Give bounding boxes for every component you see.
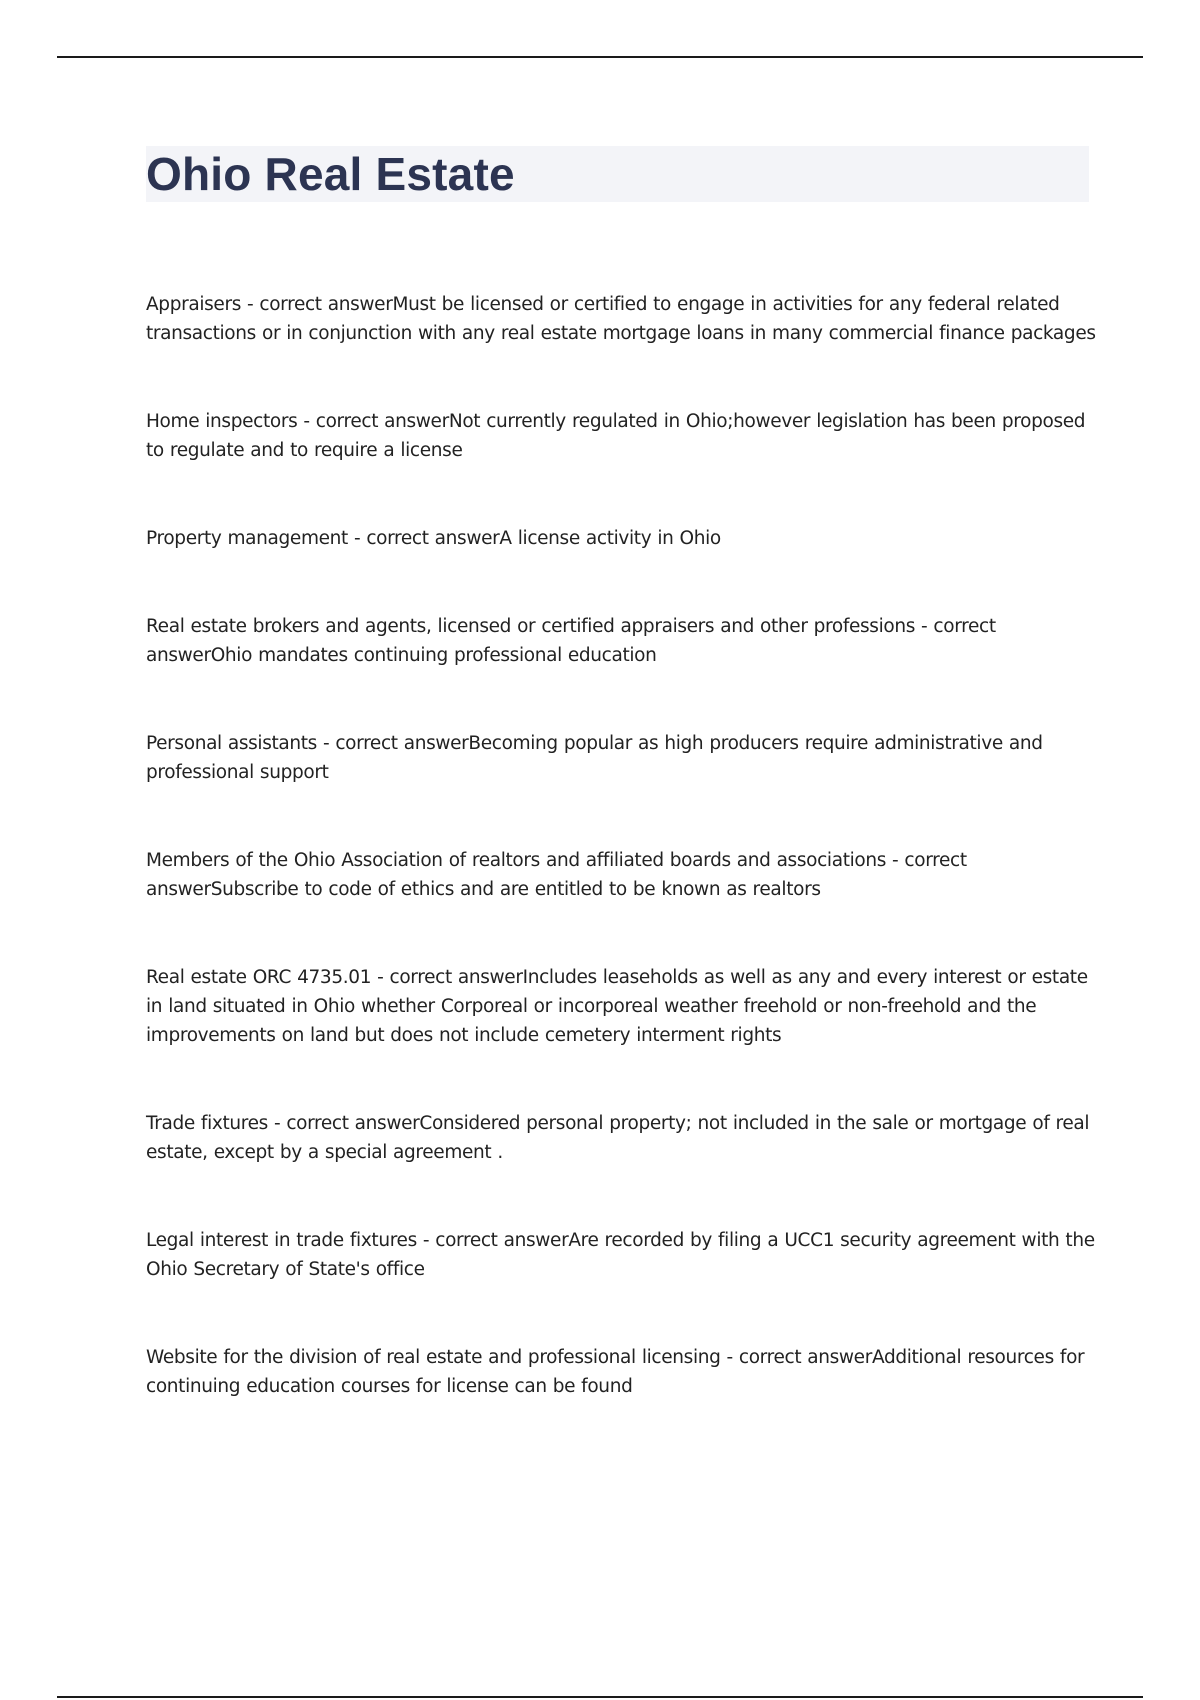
qa-entry-licensing-website: Website for the division of real estate and professional licensing - correct answerAdditional resources for continuing education courses for license can be found: [146, 1347, 1085, 1397]
bottom-divider: [57, 1696, 1143, 1698]
qa-entry-trade-fixtures: Trade fixtures - correct answerConsidered personal property; not included in the sale or mortgage of real estate, except by a special agreement .: [146, 1113, 1090, 1163]
qa-entry-brokers-agents: Real estate brokers and agents, licensed or certified appraisers and other professions - correct answerOhio mandates continuing professional education: [146, 616, 996, 666]
qa-entry-trade-fixtures-legal: Legal interest in trade fixtures - correct answerAre recorded by filing a UCC1 security agreement with the Ohio Secretary of State's office: [146, 1230, 1095, 1280]
qa-entry-real-estate-orc: Real estate ORC 4735.01 - correct answerIncludes leaseholds as well as any and every interest or estate in land situated in Ohio whether Corporeal or incorporeal weather freehold or non-freehold and the improvements on land but does not include cemetery interment rights: [146, 967, 1088, 1046]
top-divider: [57, 56, 1143, 58]
page-title: Ohio Real Estate: [146, 148, 515, 200]
qa-entry-appraisers: Appraisers - correct answerMust be licensed or certified to engage in activities for any federal related transactions or in conjunction with any real estate mortgage loans in many commercial finance packages: [146, 294, 1096, 344]
qa-entry-realtor-members: Members of the Ohio Association of realtors and affiliated boards and associations - correct answerSubscribe to code of ethics and are entitled to be known as realtors: [146, 850, 967, 900]
qa-entry-personal-assistants: Personal assistants - correct answerBecoming popular as high producers require administrative and professional support: [146, 733, 1043, 783]
qa-entry-home-inspectors: Home inspectors - correct answerNot currently regulated in Ohio;however legislation has been proposed to regulate and to require a license: [146, 411, 1086, 461]
qa-list: [146, 290, 1096, 1460]
qa-entry-property-management: Property management - correct answerA license activity in Ohio: [146, 528, 721, 549]
